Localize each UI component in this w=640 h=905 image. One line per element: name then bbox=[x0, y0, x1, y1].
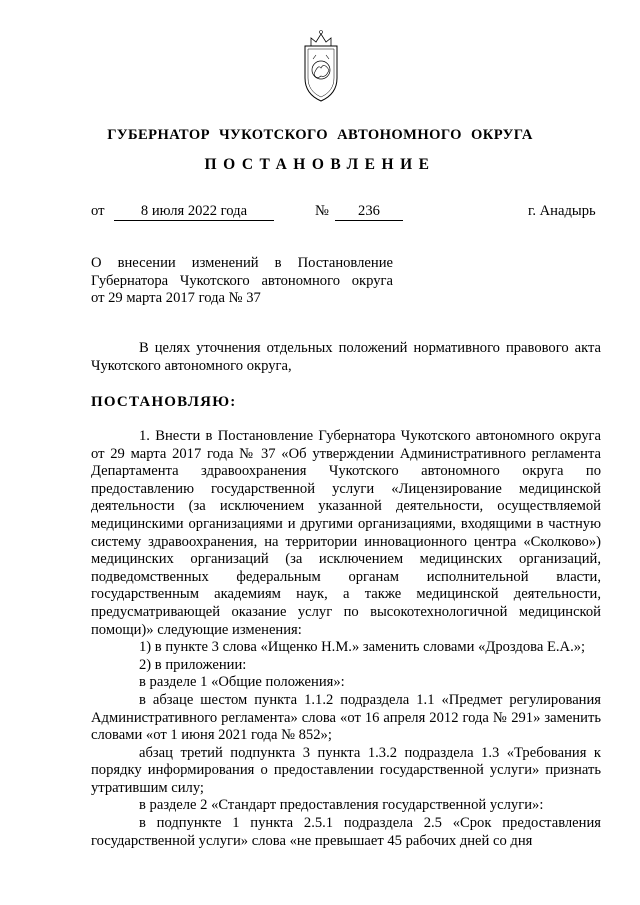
subject-line-2: Губернатора Чукотского автономного округа bbox=[91, 272, 393, 289]
document-city: г. Анадырь bbox=[528, 203, 596, 219]
date-number-line bbox=[0, 203, 640, 223]
body-paragraph-6: абзац третий подпункта 3 пункта 1.3.2 подраздела 1.3 «Требования к порядку информирования о предоставлении государственной услуги» признать утратившим силу; bbox=[91, 744, 601, 796]
number-label: № bbox=[315, 203, 329, 219]
document-body bbox=[91, 428, 601, 850]
decree-heading: ПОСТАНОВЛЯЮ: bbox=[91, 394, 237, 410]
document-subject bbox=[91, 255, 393, 308]
body-paragraph-2: 1) в пункте 3 слова «Ищенко Н.М.» заменить словами «Дроздова Е.А.»; bbox=[139, 639, 586, 656]
coat-of-arms-emblem bbox=[302, 24, 340, 104]
subject-line-3: от 29 марта 2017 года № 37 bbox=[91, 290, 261, 306]
body-paragraph-3: 2) в приложении: bbox=[139, 656, 247, 673]
body-paragraph-5: в абзаце шестом пункта 1.1.2 подраздела 1.1 «Предмет регулирования Административного регламента» слова «от 16 апреля 2012 года № 291» заменить словами «от 1 июня 2021 года № 852»; bbox=[91, 691, 601, 744]
body-paragraph-4: в разделе 1 «Общие положения»: bbox=[139, 674, 345, 691]
body-paragraph-8: в подпункте 1 пункта 2.5.1 подраздела 2.5 «Срок предоставления государственной услуги» слова «не превышает 45 рабочих дней со дня bbox=[91, 815, 601, 849]
document-number: 236 bbox=[335, 203, 403, 221]
subject-line-1: О внесении изменений в Постановление bbox=[91, 255, 393, 271]
date-from-label: от bbox=[91, 203, 105, 219]
body-paragraph-7: в разделе 2 «Стандарт предоставления государственной услуги»: bbox=[139, 797, 544, 814]
preamble-paragraph: В целях уточнения отдельных положений нормативного правового акта Чукотского автономного округа, bbox=[91, 340, 601, 374]
document-date: 8 июля 2022 года bbox=[114, 203, 274, 221]
issuing-authority: ГУБЕРНАТОР ЧУКОТСКОГО АВТОНОМНОГО ОКРУГА bbox=[107, 127, 533, 143]
document-type-title: ПОСТАНОВЛЕНИЕ bbox=[204, 156, 436, 173]
body-paragraph-1: 1. Внести в Постановление Губернатора Чукотского автономного округа от 29 марта 2017 года № 37 «Об утверждении Административного регламента Департамента здравоохранения Чукотского автономного округа по предоставлению государственной услуги «Лицензирование медицинской деятельности (за исключением указанной деятельности, осуществляемой медицинскими организациями и другими организациями, входящими в частную систему здравоохранения, на территории инновационного центра «Сколково») медицинских организаций (за исключением медицинских организаций, подведомственных федеральным органам исполнительной власти, государственным академиям наук, а также медицинской деятельности, предусматривающей оказание услуг по высокотехнологичной медицинской помощи)» следующие изменения: bbox=[91, 428, 601, 638]
